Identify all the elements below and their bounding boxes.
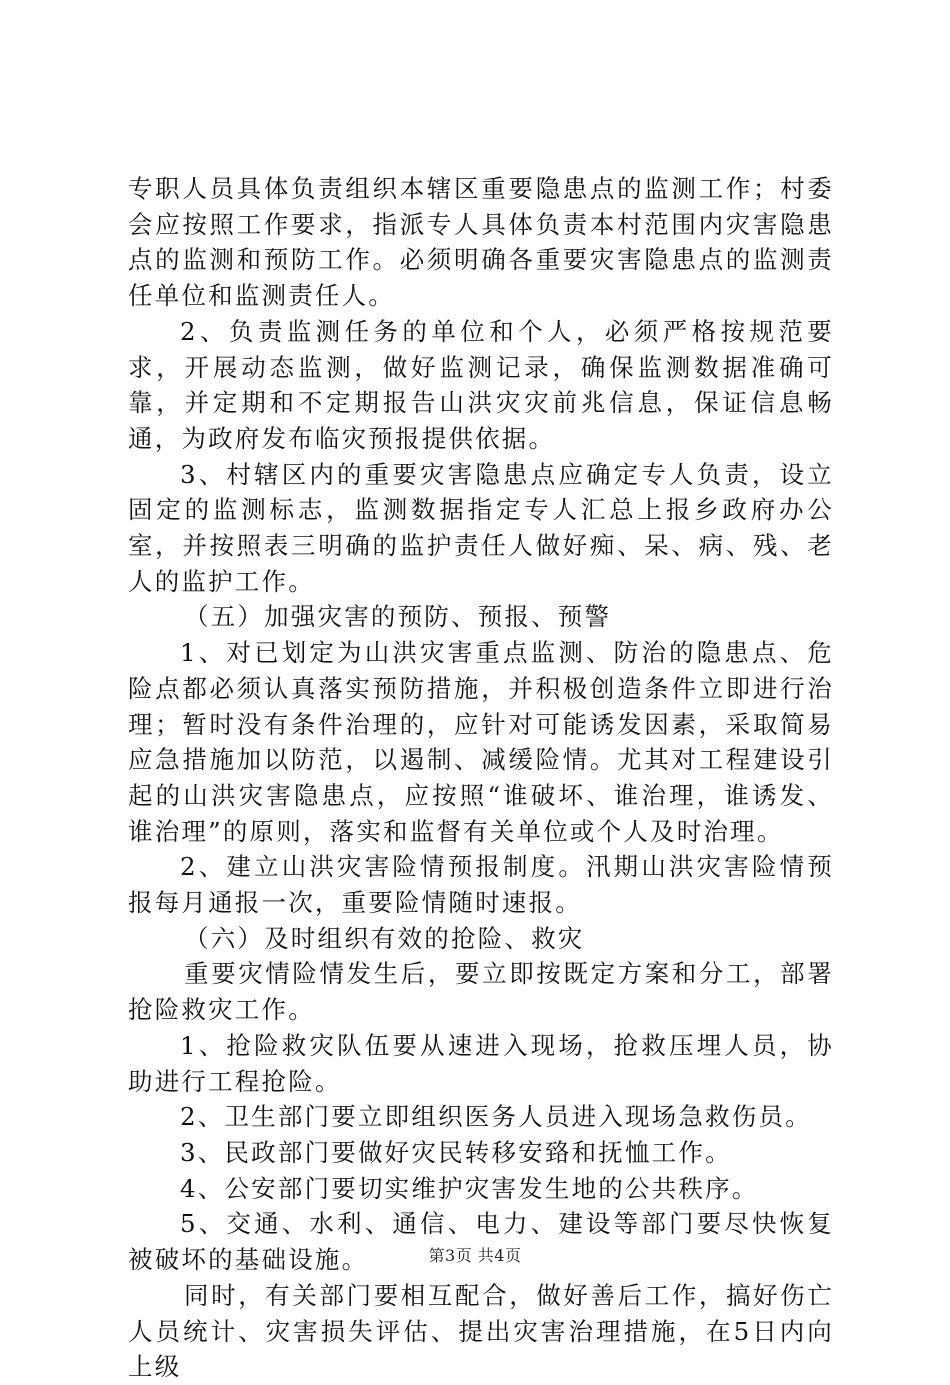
paragraph-8: 重要灾情险情发生后，要立即按既定方案和分工，部署抢险救灾工作。 — [128, 959, 834, 1025]
page-footer: 第3页 共4页 — [428, 1246, 522, 1265]
paragraph-13: 5、交通、水利、通信、电力、建设等部门要尽快恢复被破坏的基础设施。 — [128, 1209, 834, 1275]
section-heading-6: （六）及时组织有效的抢险、救灾 — [184, 923, 585, 953]
paragraph-11: 3、民政部门要做好灾民转移安臵和抚恤工作。 — [180, 1137, 732, 1167]
paragraph-14: 同时，有关部门要相互配合，做好善后工作，搞好伤亡人员统计、灾害损失评估、提出灾害治理措施，在5日内向上级 — [128, 1280, 834, 1382]
paragraph-2: 2、负责监测任务的单位和个人，必须严格按规范要求，开展动态监测，做好监测记录，确保监测数据准确可靠，并定期和不定期报告山洪灾灾前兆信息，保证信息畅通，为政府发布临灾预报提供依据。 — [128, 316, 834, 453]
paragraph-5: 1、对已划定为山洪灾害重点监测、防治的隐患点、危险点都必须认真落实预防措施，并积极创造条件立即进行治理；暂时没有条件治理的，应针对可能诱发因素，采取简易应急措施加以防范，以遏制、减缓险情。尤其对工程建设引起的山洪灾害隐患点，应按照“谁破坏、谁治理，谁诱发、谁治理”的原则，落实和监督有关单位或个人及时治理。 — [128, 638, 834, 846]
paragraph-3: 3、村辖区内的重要灾害隐患点应确定专人负责，设立固定的监测标志，监测数据指定专人汇总上报乡政府办公室，并按照表三明确的监护责任人做好痴、呆、病、残、老人的监护工作。 — [128, 459, 834, 596]
section-heading-5: （五）加强灾害的预防、预报、预警 — [184, 602, 612, 632]
paragraph-10: 2、卫生部门要立即组织医务人员进入现场急救伤员。 — [180, 1102, 812, 1132]
paragraph-6: 2、建立山洪灾害险情预报制度。汛期山洪灾害险情预报每月通报一次，重要险情随时速报。 — [128, 852, 834, 918]
paragraph-1: 专职人员具体负责组织本辖区重要隐患点的监测工作；村委会应按照工作要求，指派专人具体负责本村范围内灾害隐患点的监测和预防工作。必须明确各重要灾害隐患点的监测责任单位和监测责任人。 — [128, 174, 834, 311]
paragraph-9: 1、抢险救灾队伍要从速进入现场，抢救压埋人员，协助进行工程抢险。 — [128, 1030, 834, 1096]
paragraph-12: 4、公安部门要切实维护灾害发生地的公共秩序。 — [180, 1173, 759, 1203]
document-body — [128, 171, 834, 1385]
